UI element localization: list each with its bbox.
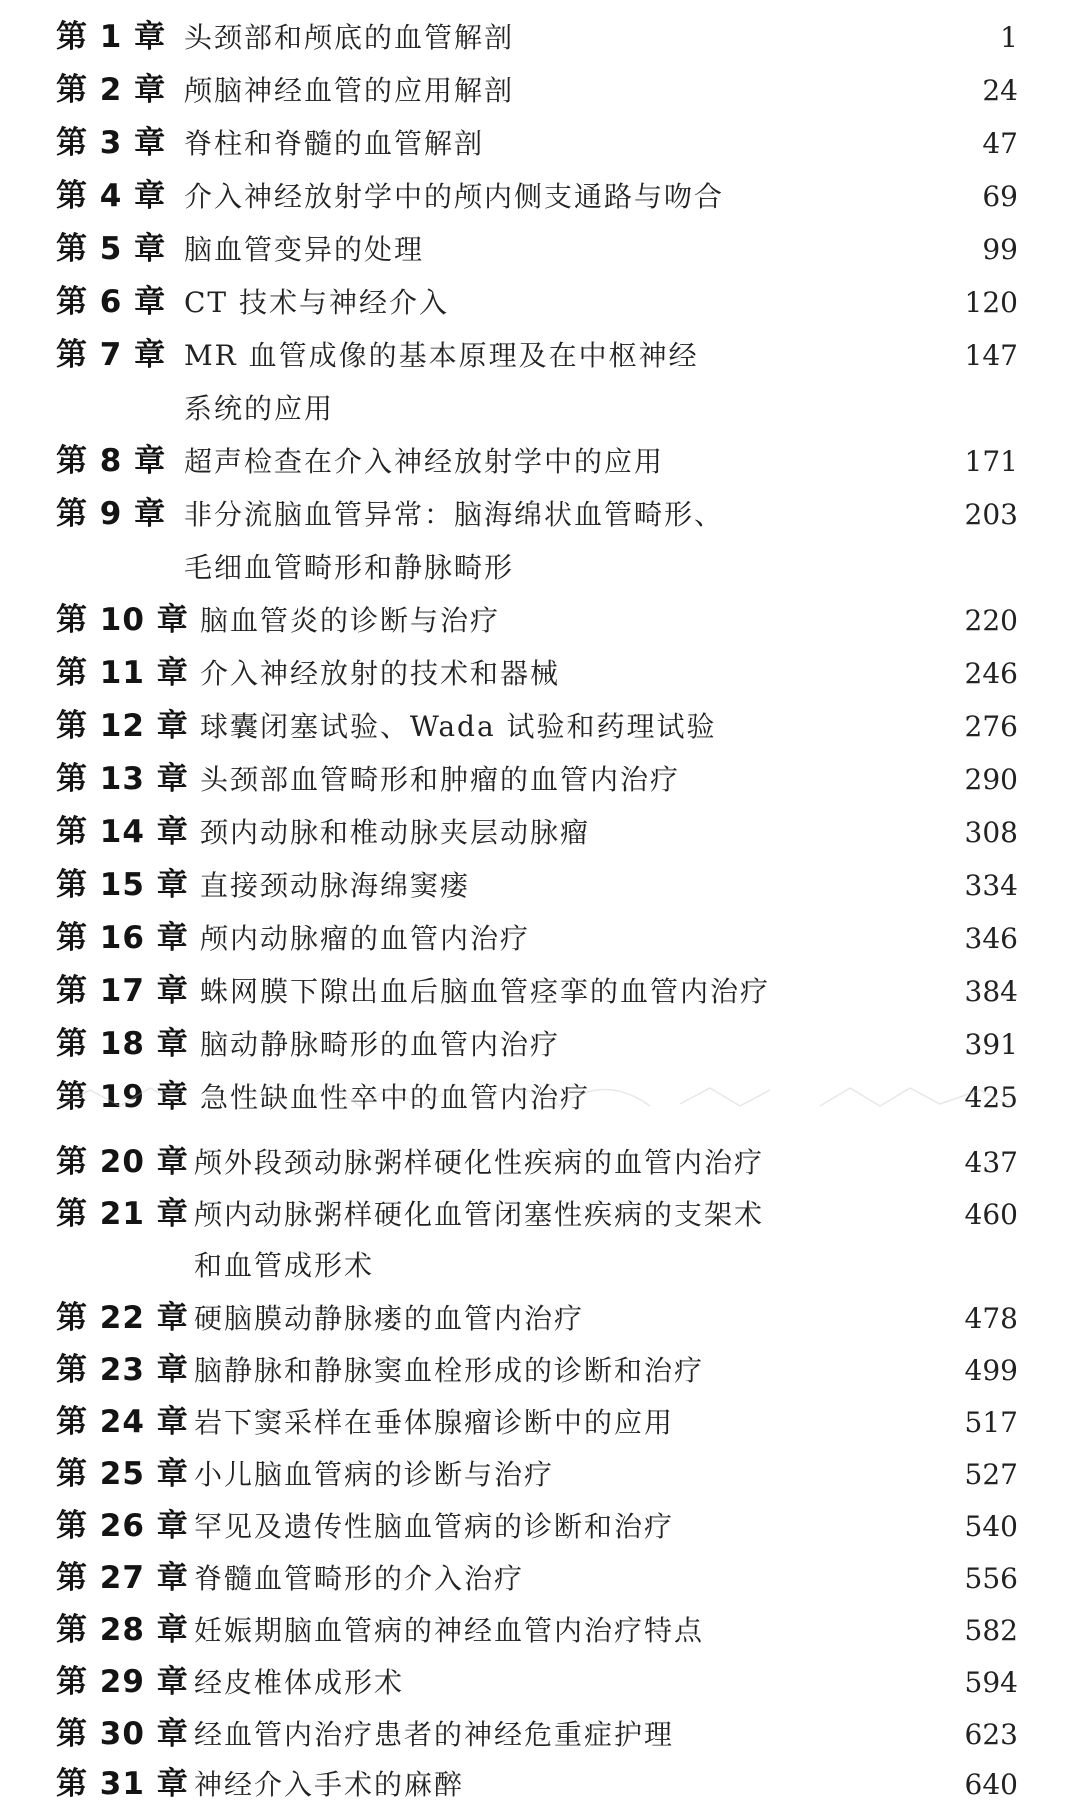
chapter-number: 第 25 章 bbox=[56, 1456, 189, 1492]
chapter-number: 第 14 章 bbox=[56, 814, 189, 850]
chapter-number: 第 27 章 bbox=[56, 1560, 189, 1596]
toc-entry bbox=[0, 276, 1080, 329]
chapter-title: 脑血管炎的诊断与治疗 bbox=[200, 604, 501, 637]
chapter-title-continuation: 和血管成形术 bbox=[194, 1249, 375, 1282]
toc-entry bbox=[0, 1448, 1080, 1501]
toc-entry bbox=[0, 753, 1080, 806]
toc-entry bbox=[0, 64, 1080, 117]
chapter-number: 第 22 章 bbox=[56, 1300, 189, 1336]
page-number: 334 bbox=[964, 869, 1018, 902]
toc-entry bbox=[0, 329, 1080, 435]
toc-entry bbox=[0, 1396, 1080, 1449]
chapter-number: 第 4 章 bbox=[56, 178, 167, 214]
page-number: 47 bbox=[982, 127, 1018, 160]
page-number: 640 bbox=[964, 1768, 1018, 1801]
chapter-number: 第 19 章 bbox=[56, 1079, 189, 1115]
chapter-number: 第 28 章 bbox=[56, 1612, 189, 1648]
toc-entry bbox=[0, 1292, 1080, 1345]
chapter-title: 介入神经放射的技术和器械 bbox=[200, 657, 561, 690]
page-number: 517 bbox=[964, 1406, 1018, 1439]
toc-entry bbox=[0, 1188, 1080, 1292]
toc-entry bbox=[0, 435, 1080, 488]
toc-entry bbox=[0, 1656, 1080, 1709]
toc-entry bbox=[0, 11, 1080, 64]
page-number: 290 bbox=[964, 763, 1018, 796]
page-number: 24 bbox=[982, 74, 1018, 107]
chapter-number: 第 24 章 bbox=[56, 1404, 189, 1440]
page-number: 556 bbox=[964, 1562, 1018, 1595]
chapter-number: 第 8 章 bbox=[56, 443, 167, 479]
chapter-number: 第 2 章 bbox=[56, 72, 167, 108]
chapter-title: 介入神经放射学中的颅内侧支通路与吻合 bbox=[184, 180, 725, 213]
chapter-number: 第 11 章 bbox=[56, 655, 189, 691]
chapter-title: 脑动静脉畸形的血管内治疗 bbox=[200, 1028, 561, 1061]
toc-entry bbox=[0, 1018, 1080, 1071]
chapter-title: 经血管内治疗患者的神经危重症护理 bbox=[194, 1718, 675, 1751]
chapter-title: 脑血管变异的处理 bbox=[184, 233, 425, 266]
toc-entry bbox=[0, 170, 1080, 223]
chapter-title: MR 血管成像的基本原理及在中枢神经 bbox=[184, 339, 699, 372]
chapter-title: 妊娠期脑血管病的神经血管内治疗特点 bbox=[194, 1614, 705, 1647]
chapter-title: 硬脑膜动静脉瘘的血管内治疗 bbox=[194, 1302, 585, 1335]
toc-entry bbox=[0, 912, 1080, 965]
page-number: 437 bbox=[964, 1146, 1018, 1179]
toc-entry bbox=[0, 223, 1080, 276]
page-number: 147 bbox=[964, 339, 1018, 372]
chapter-number: 第 23 章 bbox=[56, 1352, 189, 1388]
chapter-number: 第 18 章 bbox=[56, 1026, 189, 1062]
chapter-title: 小儿脑血管病的诊断与治疗 bbox=[194, 1458, 555, 1491]
chapter-title: 罕见及遗传性脑血管病的诊断和治疗 bbox=[194, 1510, 675, 1543]
toc-entry bbox=[0, 700, 1080, 753]
page-number: 478 bbox=[964, 1302, 1018, 1335]
toc-entry bbox=[0, 1344, 1080, 1397]
chapter-title-continuation: 毛细血管畸形和静脉畸形 bbox=[184, 551, 515, 584]
chapter-title: 头颈部血管畸形和肿瘤的血管内治疗 bbox=[200, 763, 681, 796]
page-number: 246 bbox=[964, 657, 1018, 690]
chapter-number: 第 12 章 bbox=[56, 708, 189, 744]
page-number: 527 bbox=[964, 1458, 1018, 1491]
toc-entry bbox=[0, 1758, 1080, 1811]
chapter-title: 脊髓血管畸形的介入治疗 bbox=[194, 1562, 525, 1595]
chapter-number: 第 9 章 bbox=[56, 496, 167, 532]
page-number: 460 bbox=[964, 1198, 1018, 1231]
chapter-number: 第 10 章 bbox=[56, 602, 189, 638]
chapter-number: 第 31 章 bbox=[56, 1766, 189, 1802]
chapter-number: 第 20 章 bbox=[56, 1144, 189, 1180]
page-number: 69 bbox=[982, 180, 1018, 213]
page-number: 594 bbox=[964, 1666, 1018, 1699]
chapter-title: CT 技术与神经介入 bbox=[184, 286, 450, 319]
chapter-title: 蛛网膜下隙出血后脑血管痉挛的血管内治疗 bbox=[200, 975, 771, 1008]
chapter-title: 神经介入手术的麻醉 bbox=[194, 1768, 465, 1801]
chapter-number: 第 21 章 bbox=[56, 1196, 189, 1232]
toc-entry bbox=[0, 1708, 1080, 1761]
chapter-title: 颅外段颈动脉粥样硬化性疾病的血管内治疗 bbox=[194, 1146, 765, 1179]
toc-entry bbox=[0, 1136, 1080, 1189]
chapter-title: 球囊闭塞试验、Wada 试验和药理试验 bbox=[200, 710, 717, 743]
chapter-number: 第 30 章 bbox=[56, 1716, 189, 1752]
chapter-number: 第 26 章 bbox=[56, 1508, 189, 1544]
toc-entry bbox=[0, 1500, 1080, 1553]
page-number: 384 bbox=[964, 975, 1018, 1008]
page-number: 120 bbox=[964, 286, 1018, 319]
toc-entry bbox=[0, 488, 1080, 594]
page-number: 346 bbox=[964, 922, 1018, 955]
chapter-title: 超声检查在介入神经放射学中的应用 bbox=[184, 445, 665, 478]
toc-entry bbox=[0, 117, 1080, 170]
chapter-title: 急性缺血性卒中的血管内治疗 bbox=[200, 1081, 591, 1114]
toc-entry bbox=[0, 1552, 1080, 1605]
chapter-number: 第 1 章 bbox=[56, 19, 167, 55]
chapter-title: 非分流脑血管异常：脑海绵状血管畸形、 bbox=[184, 498, 725, 531]
page-number: 220 bbox=[964, 604, 1018, 637]
chapter-number: 第 3 章 bbox=[56, 125, 167, 161]
chapter-title: 颅内动脉粥样硬化血管闭塞性疾病的支架术 bbox=[194, 1198, 765, 1231]
page-number: 499 bbox=[964, 1354, 1018, 1387]
chapter-title: 经皮椎体成形术 bbox=[194, 1666, 405, 1699]
chapter-number: 第 29 章 bbox=[56, 1664, 189, 1700]
chapter-number: 第 6 章 bbox=[56, 284, 167, 320]
page-number: 1 bbox=[1000, 21, 1018, 54]
page-number: 276 bbox=[964, 710, 1018, 743]
chapter-number: 第 17 章 bbox=[56, 973, 189, 1009]
page-number: 582 bbox=[964, 1614, 1018, 1647]
page-number: 391 bbox=[964, 1028, 1018, 1061]
chapter-title: 颅脑神经血管的应用解剖 bbox=[184, 74, 515, 107]
chapter-title: 岩下窦采样在垂体腺瘤诊断中的应用 bbox=[194, 1406, 675, 1439]
chapter-number: 第 15 章 bbox=[56, 867, 189, 903]
chapter-number: 第 5 章 bbox=[56, 231, 167, 267]
chapter-title: 颅内动脉瘤的血管内治疗 bbox=[200, 922, 531, 955]
chapter-title: 脑静脉和静脉窦血栓形成的诊断和治疗 bbox=[194, 1354, 705, 1387]
toc-entry bbox=[0, 859, 1080, 912]
page-number: 171 bbox=[964, 445, 1018, 478]
chapter-number: 第 16 章 bbox=[56, 920, 189, 956]
toc-entry bbox=[0, 594, 1080, 647]
page-number: 308 bbox=[964, 816, 1018, 849]
toc-entry bbox=[0, 806, 1080, 859]
page-number: 623 bbox=[964, 1718, 1018, 1751]
chapter-title: 颈内动脉和椎动脉夹层动脉瘤 bbox=[200, 816, 591, 849]
page-seam-watermark bbox=[0, 1076, 1080, 1120]
toc-entry bbox=[0, 1604, 1080, 1657]
chapter-title: 头颈部和颅底的血管解剖 bbox=[184, 21, 515, 54]
chapter-title: 直接颈动脉海绵窦瘘 bbox=[200, 869, 471, 902]
chapter-title-continuation: 系统的应用 bbox=[184, 392, 335, 425]
page-number: 540 bbox=[964, 1510, 1018, 1543]
chapter-number: 第 7 章 bbox=[56, 337, 167, 373]
page-number: 425 bbox=[964, 1081, 1018, 1114]
chapter-number: 第 13 章 bbox=[56, 761, 189, 797]
chapter-title: 脊柱和脊髓的血管解剖 bbox=[184, 127, 485, 160]
toc-entry bbox=[0, 647, 1080, 700]
page-number: 203 bbox=[964, 498, 1018, 531]
page-number: 99 bbox=[982, 233, 1018, 266]
toc-entry bbox=[0, 965, 1080, 1018]
